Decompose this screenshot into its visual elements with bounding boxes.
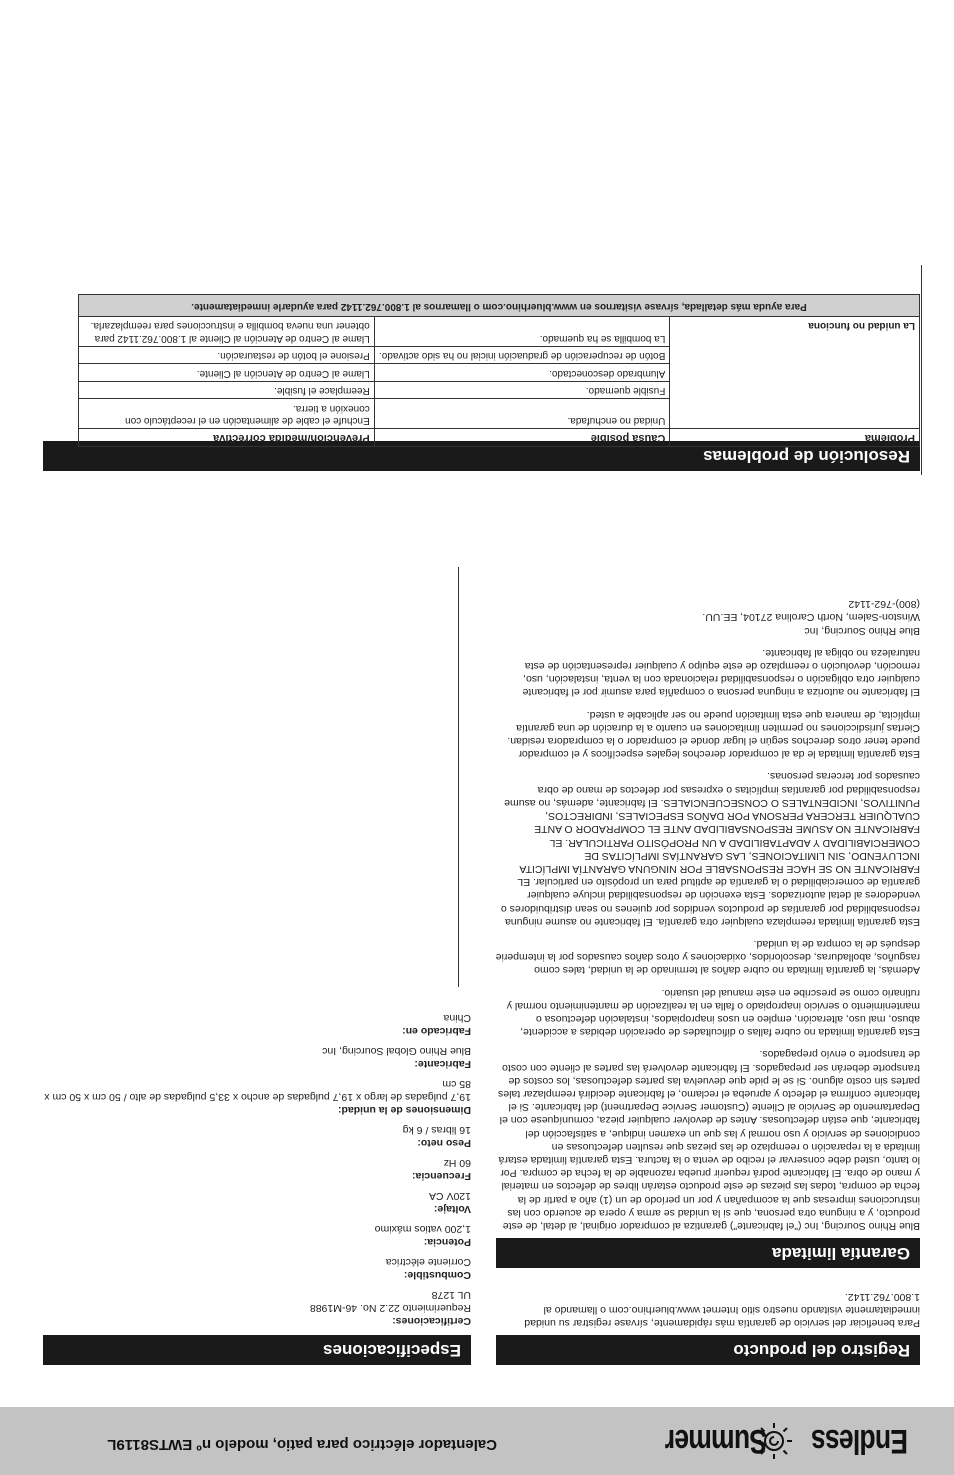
spec-value: 120V CA xyxy=(428,1190,471,1202)
cause-cell: Alumbrado desconectado. xyxy=(374,364,670,382)
fix-cell: Presione el botón de restauración. xyxy=(79,347,375,365)
garantia-paragraph: Blue Rhino Sourcing, Inc ("el fabricante") garantiza al comprador original, al detal, de este producto, y a ninguna otra persona, que si la unidad se arma y opera de acuerdo con las instrucciones impresas que la acompañan y por un período de un (1) año a partir de la fecha de compra, todas las piezas de este producto estarán libres de defectos en material y mano de obra. El fabricante podrá requerir prueba razonable de la fecha de compra. Por lo tanto, usted debe conservar el recibo de venta o la factura. Esta garantía limitada estará limitada a la reparación o reemplazo de las piezas que resulten defectuosas en condiciones de servicio y uso normal y las que un examen indique, a satisfacción del fabricante, que están defectuosas. Antes de devolver cualquier pieza, comuníquese con el Departamento de Servicio al Cliente (Customer Service Department) del fabricante. Si el fabricante confirma el defecto y aprueba el reclamo, el fabricante decidirá reemplazar tales partes sin costo alguno. Si se le pide que devuelva las partes defectuosas, los costos de transporte deberán ser prepagados. El fabricante devolverá las partes al cliente con costo de transporte o envío prepagados. xyxy=(498,1048,920,1232)
column-divider xyxy=(458,567,459,987)
troubleshooting-table xyxy=(78,295,920,448)
spec-item xyxy=(41,1255,471,1281)
spec-item xyxy=(41,1288,471,1327)
spec-item xyxy=(41,1044,471,1070)
spec-label: Potencia: xyxy=(423,1236,471,1248)
column-header-problem: Problema xyxy=(670,429,920,447)
brand-logo xyxy=(637,1421,908,1461)
company-name: Blue Rhino Sourcing, Inc xyxy=(804,624,920,637)
spec-value: 16 libras / 6 kg xyxy=(402,1124,471,1136)
spec-label: Frecuencia: xyxy=(412,1170,471,1182)
spec-item xyxy=(41,1156,471,1182)
spec-item xyxy=(41,1077,471,1116)
help-note: Para ayuda más detallada, sírvase visitarnos en www.bluerhino.com o llamarnos al 1.800.762.1142 para ayudarle inmediatamente. xyxy=(79,295,920,317)
garantia-paragraph: El fabricante no autoriza a ninguna persona o compañía para asumir por el fabricante cualquier otra obligación o responsabilidad relacionada con la venta, instalación, uso, remoción, devolución o reemplazo de este equipo y cualquier representación de esta naturaleza no obliga al fabricante. xyxy=(522,646,920,699)
registro-heading: Registro del producto xyxy=(496,1335,920,1365)
cause-cell: Fusible quemado. xyxy=(374,382,670,400)
troubleshooting-heading: Resolución de problemas xyxy=(43,441,920,471)
spec-item xyxy=(41,1222,471,1248)
garantia-paragraph: Esta garantía limitada le da al comprador derechos legales específicos y el comprador puede tener otros derechos según el lugar donde el comprador o la compradora residan. Ciertas jurisdicciones no permiten limitaciones en cuanto a la duración de una garantía implícita, de manera que esta limitación puede no ser aplicable a usted. xyxy=(507,708,920,761)
spec-value: 19,7 pulgadas de largo x 19,7 pulgadas de ancho x 33,5 pulgadas de alto / 50 cm x 50 cm x 85 cm xyxy=(44,1078,471,1103)
spec-label: Certificaciones: xyxy=(392,1315,471,1327)
page-header xyxy=(0,1407,954,1475)
brand-word-endless: Endless xyxy=(811,1422,908,1461)
cause-cell: Botón de recuperación de graduación inicial no ha sido activado. xyxy=(374,347,670,365)
document-title: Calentador eléctrico para patio, modelo nº EWTS8119L xyxy=(107,1436,497,1453)
fix-cell: Llame al Centro de Atención al Cliente. xyxy=(79,364,375,382)
spec-value: China xyxy=(443,1012,471,1024)
specs-list xyxy=(41,1004,471,1327)
column-header-cause: Causa posible xyxy=(374,429,670,447)
spec-value: 60 Hz xyxy=(443,1157,471,1169)
garantia-heading: Garantía limitada xyxy=(496,1238,920,1268)
garantia-paragraph: Además, la garantía limitada no cubre daños al terminado de la unidad, tales como rasguños, abolladuras, descoloridos, oxidaciones y otros daños causados por la intemperie después de la compra de la unidad. xyxy=(495,937,920,977)
spec-label: Combustible: xyxy=(403,1269,471,1281)
spec-value: Requerimiento 22.2 No. 46-M1988 UL 1278 xyxy=(309,1289,471,1314)
cause-cell: La bombilla se ha quemado. xyxy=(374,317,670,347)
spec-label: Fabricado en: xyxy=(402,1025,471,1037)
fix-cell: Enchufe el cable de alimentación en el receptáculo con conexión a tierra. xyxy=(79,399,375,429)
table-header-row xyxy=(79,429,920,447)
spec-item xyxy=(41,1123,471,1149)
specs-heading: Especificaciones xyxy=(43,1335,471,1365)
fix-cell: Llame al Centro de Atención al Cliente al 1.800.762.1142 para obtener una nueva bombilla e instrucciones para reemplazarla. xyxy=(79,317,375,347)
spec-label: Fabricante: xyxy=(414,1058,471,1070)
problem-cell: La unidad no funciona xyxy=(670,317,920,430)
company-phone: (800)-762-1142 xyxy=(848,598,920,611)
spec-value: Corriente eléctrica xyxy=(385,1256,471,1268)
registro-body: Para beneficiar del servicio de garantía más rápidamente, sírvase registrar su unidad inmediatamente visitando nuestro sitio Internet www.bluerhino.com o llamando al 1.800.762.1142. xyxy=(524,1290,920,1329)
spec-label: Peso neto: xyxy=(417,1137,471,1149)
company-address: Winston-Salem, North Carolina 27104, EE.UU. xyxy=(702,611,920,624)
garantia-body xyxy=(494,597,920,1232)
table-row xyxy=(79,399,920,429)
garantia-paragraph: Esta garantía limitada no cubre fallas o dificultades de operación debidas a accidente, abuso, mal uso, alteración, empleo en usos inapropiados, instalación defectuosa o mantenimiento o servicio inapropiado o falla en la realización de mantenimiento normal y rutinario como se prescribe en este manual del usuario. xyxy=(506,986,920,1039)
table-side-rule xyxy=(921,265,922,475)
spec-label: Dimensiones de la unidad: xyxy=(337,1104,471,1116)
spec-item xyxy=(41,1189,471,1215)
brand-word-summer: Summer xyxy=(665,1422,767,1461)
table-footer-row xyxy=(79,295,920,317)
cause-cell: Unidad no enchufada. xyxy=(374,399,670,429)
spec-value: 1,200 vatios máximo xyxy=(374,1223,471,1235)
spec-value: Blue Rhino Global Sourcing, Inc xyxy=(322,1045,471,1057)
spec-label: Voltaje: xyxy=(433,1203,471,1215)
column-header-fix: Prevención/medida correctiva xyxy=(79,429,375,447)
garantia-paragraph: Esta garantía limitada reemplaza cualquier otra garantía. El fabricante no asume ninguna responsabilidad por garantías de productos vendidos por quienes no sean distribuidores o vendedores al detal autorizados. Esta exención de responsabilidad incluye cualquier garantía de comerciabilidad o la garantía de aptitud para un propósito en particular. EL FABRICANTE NO SE HACE RESPONSABLE POR NINGUNA GARANTÍA IMPLÍCITA INCLUYENDO, SIN LIMITACIONES, LAS GARANTÍAS IMPLÍCITAS DE COMERCIABILIDAD Y ADAPTABILIDAD A UN PROPÓSITO PARTICULAR. EL FABRICANTE NO ASUME RESPONSABILIDAD ANTE EL COMPRADOR O ANTE CUALQUIER TERCERA PERSONA POR DAÑOS ESPECIALES, INDIRECTOS, PUNITIVOS, INCIDENTALES O CONSECUENCIALES. El fabricante, además, no asume responsabilidad por garantías implícitas o expresas por defectos de mano de obra causados por terceras personas. xyxy=(500,770,920,928)
spec-item xyxy=(41,1011,471,1037)
fix-cell: Reemplace el fusible. xyxy=(79,382,375,400)
